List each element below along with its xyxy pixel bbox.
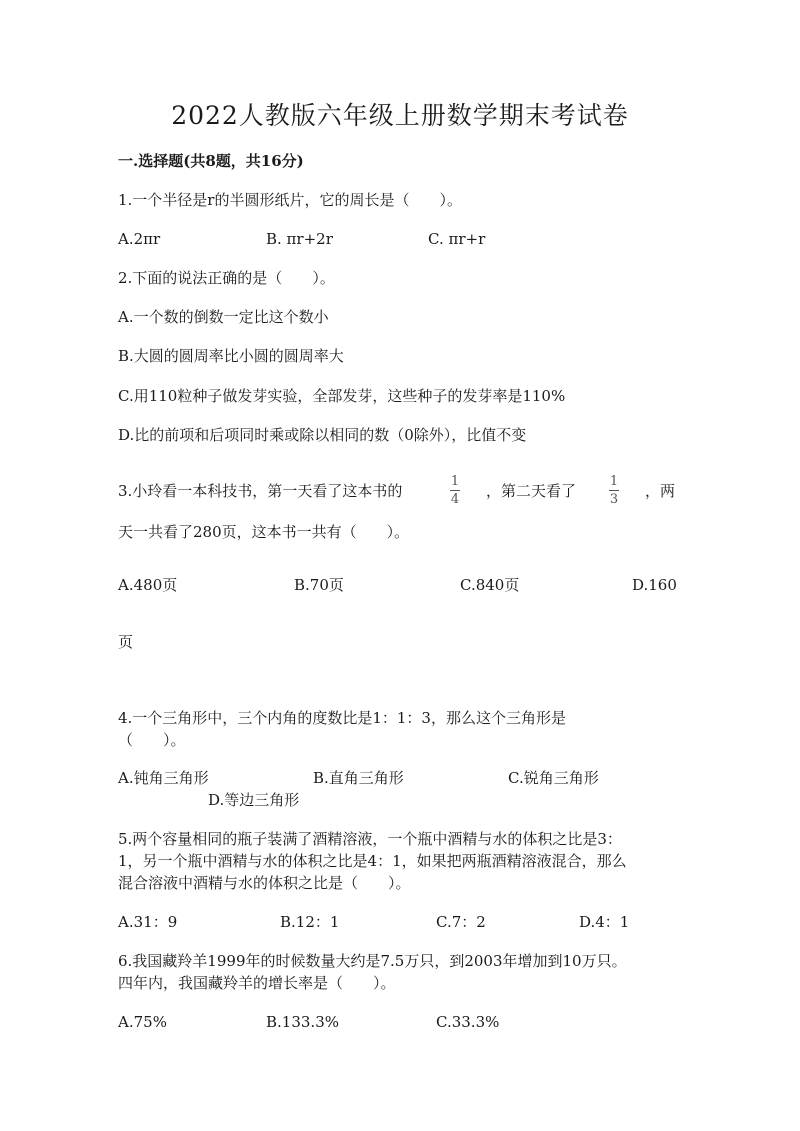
question-2-option-a: A.一个数的倒数一定比这个数小 bbox=[118, 308, 329, 326]
fraction-bar bbox=[609, 490, 619, 491]
fraction-one-third bbox=[609, 474, 619, 507]
question-2-option-b: B.大圆的圆周率比小圆的圆周率大 bbox=[118, 347, 344, 365]
question-1-stem: 1.一个半径是r的半圆形纸片，它的周长是（ ）。 bbox=[118, 191, 462, 209]
question-2-option-d: D.比的前项和后项同时乘或除以相同的数（0除外），比值不变 bbox=[118, 426, 527, 444]
question-4-option-b: B.直角三角形 bbox=[313, 769, 404, 787]
fraction-denominator: 3 bbox=[609, 492, 619, 507]
question-3-option-b: B.70页 bbox=[294, 576, 344, 594]
question-2-option-c: C.用110粒种子做发芽实验，全部发芽，这些种子的发芽率是110% bbox=[118, 387, 566, 405]
fraction-numerator: 1 bbox=[609, 474, 619, 489]
question-3-option-c: C.840页 bbox=[460, 576, 520, 594]
question-4-option-d: D.等边三角形 bbox=[208, 791, 300, 809]
question-5-option-c: C.7：2 bbox=[436, 913, 486, 931]
question-4-stem-line-1: 4.一个三角形中，三个内角的度数比是1：1：3，那么这个三角形是 bbox=[118, 709, 566, 727]
question-5-option-b: B.12：1 bbox=[280, 913, 340, 931]
question-1-option-c: C. πr+r bbox=[428, 230, 486, 248]
question-3-option-d-wrap: 页 bbox=[118, 633, 134, 651]
fraction-bar bbox=[450, 490, 460, 491]
fraction-one-quarter bbox=[450, 474, 460, 507]
question-6-option-a: A.75% bbox=[118, 1013, 167, 1031]
question-3-option-a: A.480页 bbox=[118, 576, 178, 594]
page-title: 2022人教版六年级上册数学期末考试卷 bbox=[171, 101, 629, 130]
section-heading: 一.选择题(共8题，共16分) bbox=[118, 152, 304, 170]
fraction-numerator: 1 bbox=[450, 474, 460, 489]
question-6-stem-line-1: 6.我国藏羚羊1999年的时候数量大约是7.5万只，到2003年增加到10万只。 bbox=[118, 952, 627, 970]
question-6-stem-line-2: 四年内，我国藏羚羊的增长率是（ ）。 bbox=[118, 974, 396, 992]
question-4-option-c: C.锐角三角形 bbox=[508, 769, 599, 787]
question-3-stem-part-2: ，第二天看了 bbox=[486, 482, 577, 500]
question-1-option-a: A.2πr bbox=[118, 230, 161, 248]
question-2-stem: 2.下面的说法正确的是（ ）。 bbox=[118, 269, 335, 287]
fraction-denominator: 4 bbox=[450, 492, 460, 507]
question-6-option-c: C.33.3% bbox=[436, 1013, 500, 1031]
question-3-stem-part-3: ，两 bbox=[645, 482, 676, 500]
question-5-option-a: A.31：9 bbox=[118, 913, 178, 931]
question-1-option-b: B. πr+2r bbox=[266, 230, 333, 248]
question-5-stem-line-3: 混合溶液中酒精与水的体积之比是（ ）。 bbox=[118, 874, 411, 892]
question-3-stem-part-1: 3.小玲看一本科技书，第一天看了这本书的 bbox=[118, 482, 403, 500]
question-5-stem-line-2: 1，另一个瓶中酒精与水的体积之比是4：1，如果把两瓶酒精溶液混合，那么 bbox=[118, 852, 627, 870]
question-3-option-d: D.160 bbox=[632, 576, 677, 594]
question-5-option-d: D.4：1 bbox=[579, 913, 630, 931]
question-6-option-b: B.133.3% bbox=[266, 1013, 339, 1031]
question-3-stem-line-2: 天一共看了280页，这本书一共有（ ）。 bbox=[118, 523, 410, 541]
question-5-stem-line-1: 5.两个容量相同的瓶子装满了酒精溶液，一个瓶中酒精与水的体积之比是3： bbox=[118, 830, 622, 848]
question-4-option-a: A.钝角三角形 bbox=[118, 769, 209, 787]
question-4-stem-line-2: （ ）。 bbox=[118, 731, 186, 749]
